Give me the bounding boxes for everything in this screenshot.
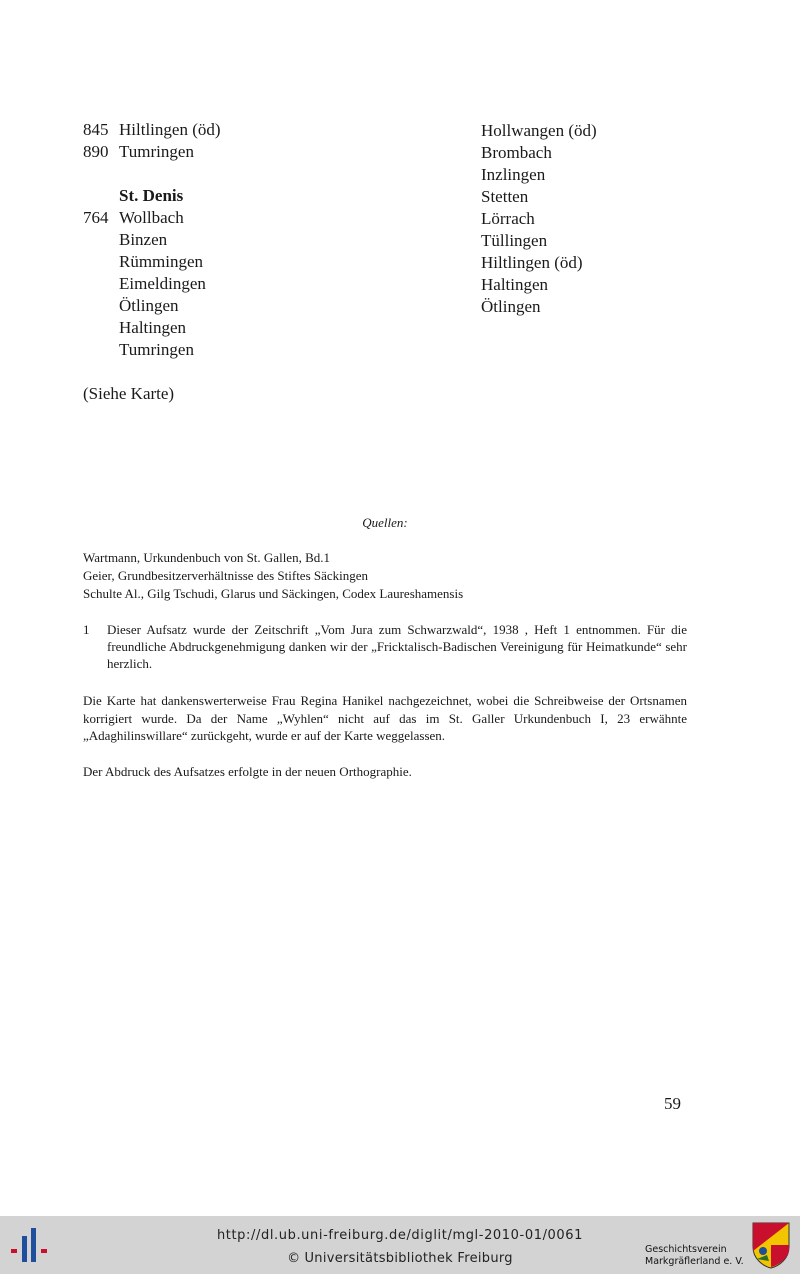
list-item: Brombach xyxy=(481,143,552,162)
list-item xyxy=(83,141,413,163)
list-item xyxy=(83,339,413,361)
place-name: Wollbach xyxy=(119,208,184,227)
source-line: Schulte Al., Gilg Tschudi, Glarus und Säckingen, Codex Laureshamensis xyxy=(83,586,464,601)
place-name: Ötlingen xyxy=(119,296,179,315)
list-item xyxy=(83,251,413,273)
footnote-text: Dieser Aufsatz wurde der Zeitschrift „Vom Jura zum Schwarzwald“, 1938 , Heft 1 entnommen. Für die freundliche Abdruckgenehmigung danken wir der „Fricktalisch-Badischen Vereinigung für Heimatkunde“ sehr herzlich. xyxy=(107,622,687,671)
place-name: Haltingen xyxy=(119,318,187,337)
list-item xyxy=(83,207,413,229)
list-item: Hollwangen (öd) xyxy=(481,121,597,140)
year-label xyxy=(83,251,119,273)
source-url-link[interactable]: http://dl.ub.uni-freiburg.de/diglit/mgl-2010-01/0061 xyxy=(216,1228,584,1243)
list-item: Stetten xyxy=(481,187,529,206)
list-item xyxy=(83,119,413,141)
society-name xyxy=(645,1244,744,1268)
right-column xyxy=(481,120,741,318)
place-name: Rümmingen xyxy=(119,252,204,271)
place-name: Binzen xyxy=(119,230,168,249)
footnote-number: 1 xyxy=(83,622,90,637)
left-column xyxy=(83,119,413,361)
place-name: Hiltlingen (öd) xyxy=(119,120,221,139)
map-reference: (Siehe Karte) xyxy=(83,384,175,403)
year-label xyxy=(83,273,119,295)
sources-heading: Quellen: xyxy=(362,515,408,530)
list-item: Inzlingen xyxy=(481,165,546,184)
copyright-symbol: © xyxy=(287,1251,301,1266)
place-name: Eimeldingen xyxy=(119,274,206,293)
section-heading: St. Denis xyxy=(119,186,184,205)
year-label: 764 xyxy=(83,208,109,227)
section-heading-row xyxy=(83,185,413,207)
society-line: Markgräflerland e. V. xyxy=(645,1256,744,1267)
source-line: Geier, Grundbesitzerverhältnisse des Stiftes Säckingen xyxy=(83,568,369,583)
coat-of-arms-icon xyxy=(751,1221,791,1269)
footnote xyxy=(83,621,687,672)
list-item: Hiltlingen (öd) xyxy=(481,253,583,272)
copyright-holder: Universitätsbibliothek Freiburg xyxy=(304,1251,513,1266)
page-number: 59 xyxy=(664,1094,681,1113)
list-item: Ötlingen xyxy=(481,297,541,316)
list-item xyxy=(83,273,413,295)
society-line: Geschichtsverein xyxy=(645,1244,727,1255)
source-line: Wartmann, Urkundenbuch von St. Gallen, Bd.1 xyxy=(83,550,330,565)
list-item: Lörrach xyxy=(481,209,535,228)
year-label xyxy=(83,229,119,251)
orthography-note-paragraph: Der Abdruck des Aufsatzes erfolgte in der neuen Orthographie. xyxy=(83,764,412,779)
sources-list xyxy=(83,549,463,603)
list-item: Tüllingen xyxy=(481,231,548,250)
list-item xyxy=(83,295,413,317)
map-note-paragraph: Die Karte hat dankenswerterweise Frau Regina Hanikel nachgezeichnet, wobei die Schreibweise der Ortsnamen korrigiert wurde. Da der Name „Wyhlen“ nicht auf das im St. Galler Urkundenbuch I, 23 erwähnte „Adaghilinswillare“ zurückgeht, wurde er auf der Karte weggelassen. xyxy=(83,693,687,743)
year-label xyxy=(83,295,119,317)
year-label xyxy=(83,339,119,361)
year-label: 845 xyxy=(83,120,109,139)
place-name: Tumringen xyxy=(119,142,194,161)
list-item xyxy=(83,229,413,251)
place-name: Tumringen xyxy=(119,340,194,359)
list-item xyxy=(83,317,413,339)
year-label xyxy=(83,317,119,339)
footer-bar xyxy=(0,1216,800,1274)
list-item: Haltingen xyxy=(481,275,549,294)
year-label: 890 xyxy=(83,142,109,161)
